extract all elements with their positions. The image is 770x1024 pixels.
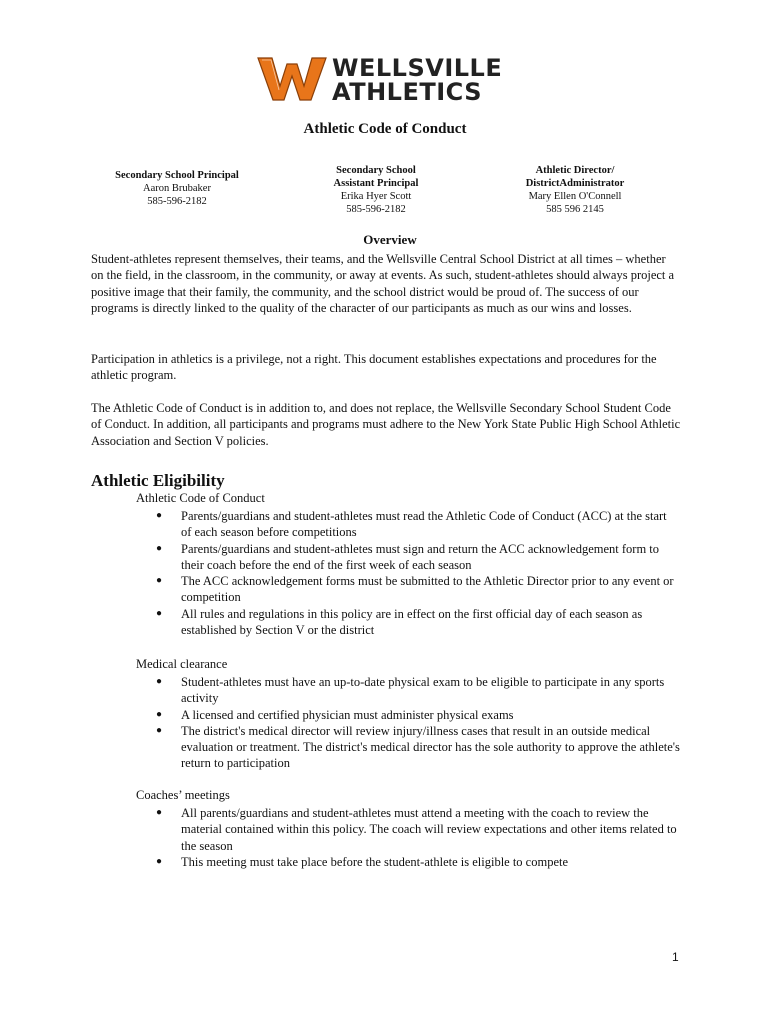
list-item bbox=[150, 805, 680, 854]
list-item bbox=[150, 541, 680, 574]
contact-name: Erika Hyer Scott bbox=[340, 191, 412, 202]
contact-athletic-director bbox=[512, 164, 638, 216]
bullet-icon: ● bbox=[156, 807, 163, 818]
contact-phone: 585 596 2145 bbox=[546, 204, 604, 215]
bullet-icon: ● bbox=[156, 575, 163, 587]
wellsville-athletics-logo bbox=[256, 52, 526, 106]
overview-paragraph-3: The Athletic Code of Conduct is in addition to, and does not replace, the Wellsville Secondary School Student Code of Conduct. In addition, all participants and programs must adhere to the New York State Public High School Athletic Association and Section V policies. bbox=[91, 401, 681, 448]
bullet-icon: ● bbox=[156, 607, 163, 619]
document-title: Athletic Code of Conduct bbox=[303, 121, 467, 137]
list-item-text: The district's medical director will review injury/illness cases that result in an outside medical evaluation or treatment. The district's medical director has the sole authority to approve the athlete's return to participation bbox=[181, 723, 680, 771]
group-title-medical-clearance: Medical clearance bbox=[136, 657, 228, 671]
eligibility-heading: Athletic Eligibility bbox=[91, 471, 225, 490]
overview-paragraph-1: Student-athletes represent themselves, their teams, and the Wellsville Central School District at all times – whether on the field, in the classroom, in the community, or away at events. As such, student-athletes should always project a positive image that their family, the community, and the school district would be proud of. The success of our programs is directly linked to the quality of the character of our participants as much as our wins and losses. bbox=[91, 252, 675, 315]
contact-phone: 585-596-2182 bbox=[346, 204, 406, 215]
contact-principal bbox=[110, 169, 244, 208]
contact-role-line-1: Secondary School bbox=[336, 165, 416, 176]
w-logo-mark bbox=[256, 52, 328, 102]
list-code-of-conduct bbox=[150, 508, 680, 638]
list-item bbox=[150, 508, 680, 541]
contact-phone: 585-596-2182 bbox=[147, 196, 207, 207]
list-item-text: All parents/guardians and student-athletes must attend a meeting with the coach to review the material contained within this policy. The coach will review expectations and other items related to the season bbox=[181, 806, 677, 853]
contact-role: Secondary School Principal bbox=[115, 170, 239, 181]
list-item-text: Parents/guardians and student-athletes must read the Athletic Code of Conduct (ACC) at the start of each season before competitions bbox=[181, 509, 667, 540]
list-item bbox=[150, 606, 680, 639]
contact-assistant-principal bbox=[318, 164, 434, 216]
contact-name: Aaron Brubaker bbox=[143, 183, 211, 194]
bullet-icon: ● bbox=[156, 542, 163, 554]
contact-role-line-2: Assistant Principal bbox=[333, 178, 419, 189]
list-item-text: This meeting must take place before the student-athlete is eligible to compete bbox=[181, 854, 569, 869]
bullet-icon: ● bbox=[156, 676, 163, 687]
list-item-text: All rules and regulations in this policy are in effect on the first official day of each season as established by Section V or the district bbox=[181, 606, 643, 638]
contact-role-line-2: DistrictAdministrator bbox=[525, 178, 625, 189]
list-item-text: Parents/guardians and student-athletes must sign and return the ACC acknowledgement form to their coach before the end of the first week of each season bbox=[181, 541, 660, 572]
overview-paragraph-2: Participation in athletics is a privilege, not a right. This document establishes expectations and procedures for the athletic program. bbox=[91, 352, 657, 383]
bullet-icon: ● bbox=[156, 510, 163, 521]
list-item bbox=[150, 573, 680, 606]
list-item-text: Student-athletes must have an up-to-date physical exam to be eligible to participate in any sports activity bbox=[181, 675, 665, 706]
group-title-coaches-meetings: Coaches’ meetings bbox=[136, 788, 230, 802]
overview-heading: Overview bbox=[363, 232, 417, 247]
list-item bbox=[150, 854, 680, 870]
group-title-code-of-conduct: Athletic Code of Conduct bbox=[136, 491, 265, 505]
list-medical-clearance bbox=[150, 674, 680, 772]
list-item-text: The ACC acknowledgement forms must be submitted to the Athletic Director prior to any event or competition bbox=[181, 574, 674, 605]
contact-role-line-1: Athletic Director/ bbox=[535, 165, 615, 176]
contact-name: Mary Ellen O'Connell bbox=[528, 191, 622, 202]
list-coaches-meetings bbox=[150, 805, 680, 870]
page-number: 1 bbox=[672, 950, 679, 964]
list-item bbox=[150, 674, 680, 707]
bullet-icon: ● bbox=[156, 724, 163, 736]
logo-line-2: ATHLETICS bbox=[332, 78, 482, 106]
logo-line-1: WELLSVILLE bbox=[332, 54, 503, 82]
bullet-icon: ● bbox=[156, 855, 163, 867]
list-item bbox=[150, 707, 680, 723]
bullet-icon: ● bbox=[156, 708, 163, 720]
list-item-text: A licensed and certified physician must administer physical exams bbox=[181, 707, 514, 722]
list-item bbox=[150, 723, 680, 772]
